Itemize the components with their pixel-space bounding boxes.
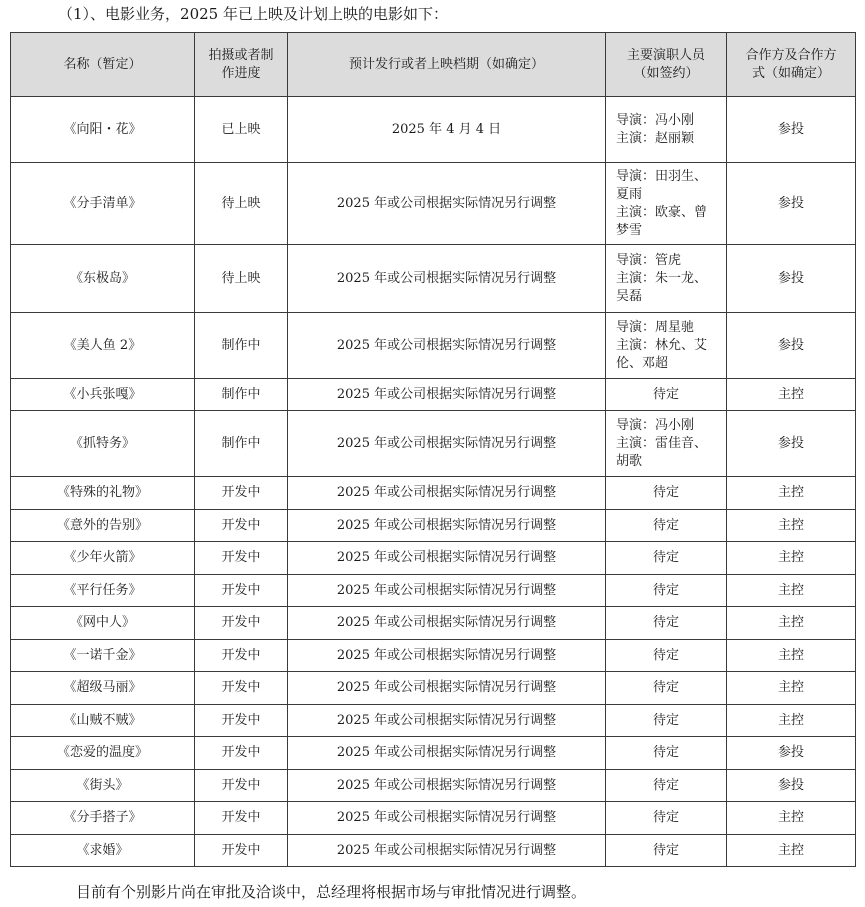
schedule-cell: 2025 年或公司根据实际情况另行调整 [288,770,606,802]
partner-cell: 主控 [727,802,856,835]
cast-line: 吴磊 [616,288,643,304]
header-partner-line2: 式（如确定） [751,65,830,81]
progress-cell: 开发中 [195,542,288,575]
footer-note: 目前有个别影片尚在审批及洽谈中，总经理将根据市场与审批情况进行调整。 [76,883,587,901]
schedule-cell: 2025 年或公司根据实际情况另行调整 [288,802,606,835]
partner-cell: 主控 [727,510,856,542]
cast-line: 主演：林允、艾 [616,337,708,353]
schedule-cell: 2025 年 4 月 4 日 [288,97,606,163]
partner-cell: 参投 [727,411,856,477]
cast-line: 待定 [652,582,679,598]
cast-cell [606,835,727,867]
schedule-cell: 2025 年或公司根据实际情况另行调整 [288,163,606,245]
partner-cell: 主控 [727,379,856,411]
schedule-cell: 2025 年或公司根据实际情况另行调整 [288,672,606,705]
cast-line: 夏雨 [616,186,643,202]
progress-cell: 待上映 [195,163,288,245]
film-name-cell: 《意外的告别》 [11,510,195,542]
cast-cell [606,607,727,640]
film-name-cell: 《分手清单》 [11,163,195,245]
cast-line: 主演：欧豪、曾 [616,204,708,220]
header-progress-line2: 作进度 [221,65,261,81]
cast-line: 待定 [652,386,679,402]
partner-cell: 主控 [727,835,856,867]
progress-cell: 开发中 [195,835,288,867]
partner-cell: 参投 [727,313,856,379]
table-row [11,411,856,477]
progress-cell: 开发中 [195,510,288,542]
partner-cell: 参投 [727,163,856,245]
table-row [11,705,856,737]
cast-cell [606,542,727,575]
schedule-cell: 2025 年或公司根据实际情况另行调整 [288,379,606,411]
schedule-cell: 2025 年或公司根据实际情况另行调整 [288,737,606,770]
cast-line: 待定 [652,745,679,760]
schedule-cell: 2025 年或公司根据实际情况另行调整 [288,705,606,737]
partner-cell: 主控 [727,607,856,640]
cast-cell [606,640,727,672]
cast-cell [606,510,727,542]
cast-line: 待定 [652,842,679,858]
cast-line: 待定 [652,615,679,630]
partner-cell: 主控 [727,477,856,510]
film-name-cell: 《超级马丽》 [11,672,195,705]
progress-cell: 已上映 [195,97,288,163]
schedule-cell: 2025 年或公司根据实际情况另行调整 [288,245,606,313]
cast-cell [606,379,727,411]
progress-cell: 开发中 [195,770,288,802]
table-row [11,97,856,163]
cast-line: 待定 [652,680,679,695]
cast-cell [606,737,727,770]
cast-line: 梦雪 [616,222,643,238]
cast-line: 主演：朱一龙、 [616,270,708,286]
table-row [11,379,856,411]
progress-cell: 制作中 [195,411,288,477]
progress-cell: 待上映 [195,245,288,313]
cast-line: 导演：管虎 [616,252,682,268]
cast-cell [606,672,727,705]
table-row [11,802,856,835]
cast-cell [606,770,727,802]
partner-cell: 主控 [727,575,856,607]
cast-line: 待定 [652,550,679,565]
cast-cell [606,245,727,313]
film-name-cell: 《特殊的礼物》 [11,477,195,510]
table-row [11,770,856,802]
cast-line: 主演：雷佳音、 [616,435,708,451]
schedule-cell: 2025 年或公司根据实际情况另行调整 [288,542,606,575]
schedule-cell: 2025 年或公司根据实际情况另行调整 [288,640,606,672]
progress-cell: 开发中 [195,737,288,770]
cast-line: 导演：冯小刚 [616,112,695,128]
partner-cell: 主控 [727,640,856,672]
cast-cell [606,163,727,245]
cast-line: 待定 [652,647,679,663]
table-row [11,607,856,640]
schedule-cell: 2025 年或公司根据实际情况另行调整 [288,835,606,867]
film-name-cell: 《一诺千金》 [11,640,195,672]
header-partner [727,33,856,97]
partner-cell: 主控 [727,672,856,705]
header-cast-line1: 主要演职人员 [626,47,705,63]
table-header-row [11,33,856,97]
cast-line: 胡歌 [616,453,643,469]
table-row [11,575,856,607]
film-name-cell: 《山贼不贼》 [11,705,195,737]
cast-cell [606,705,727,737]
schedule-cell: 2025 年或公司根据实际情况另行调整 [288,510,606,542]
film-table [10,32,856,867]
cast-line: 待定 [652,712,679,728]
schedule-cell: 2025 年或公司根据实际情况另行调整 [288,313,606,379]
header-schedule: 预计发行或者上映档期（如确定） [288,33,606,97]
section-heading: （1）、电影业务，2025 年已上映及计划上映的电影如下： [58,5,448,23]
cast-line: 待定 [652,810,679,825]
header-cast [606,33,727,97]
progress-cell: 开发中 [195,672,288,705]
header-partner-line1: 合作方及合作方 [745,47,837,63]
partner-cell: 主控 [727,542,856,575]
cast-cell [606,313,727,379]
cast-cell [606,802,727,835]
table-row [11,542,856,575]
film-name-cell: 《街头》 [11,770,195,802]
progress-cell: 开发中 [195,607,288,640]
partner-cell: 主控 [727,705,856,737]
film-name-cell: 《网中人》 [11,607,195,640]
cast-line: 导演：周星驰 [616,319,695,335]
schedule-cell: 2025 年或公司根据实际情况另行调整 [288,607,606,640]
header-progress-line1: 拍摄或者制 [208,47,274,63]
cast-line: 待定 [652,485,679,500]
table-row [11,313,856,379]
film-name-cell: 《分手搭子》 [11,802,195,835]
partner-cell: 参投 [727,770,856,802]
film-name-cell: 《平行任务》 [11,575,195,607]
progress-cell: 开发中 [195,575,288,607]
table-row [11,835,856,867]
schedule-cell: 2025 年或公司根据实际情况另行调整 [288,411,606,477]
cast-line: 伦、邓超 [616,355,669,371]
table-row [11,477,856,510]
header-cast-line2: （如签约） [633,65,699,81]
progress-cell: 开发中 [195,705,288,737]
film-name-cell: 《小兵张嘎》 [11,379,195,411]
header-progress [195,33,288,97]
cast-cell [606,97,727,163]
cast-line: 待定 [652,777,679,793]
cast-cell [606,575,727,607]
progress-cell: 开发中 [195,802,288,835]
cast-cell [606,477,727,510]
table-row [11,163,856,245]
progress-cell: 制作中 [195,379,288,411]
film-name-cell: 《向阳・花》 [11,97,195,163]
film-rows [11,97,856,867]
header-name: 名称（暂定） [11,33,195,97]
table-row [11,640,856,672]
table-row [11,245,856,313]
cast-line: 导演：冯小刚 [616,417,695,433]
film-name-cell: 《东极岛》 [11,245,195,313]
table-row [11,737,856,770]
cast-line: 待定 [652,517,679,533]
film-name-cell: 《恋爱的温度》 [11,737,195,770]
table-row [11,672,856,705]
film-name-cell: 《美人鱼 2》 [11,313,195,379]
progress-cell: 开发中 [195,640,288,672]
cast-line: 导演：田羽生、 [616,168,708,184]
partner-cell: 参投 [727,245,856,313]
film-name-cell: 《少年火箭》 [11,542,195,575]
table-row [11,510,856,542]
cast-cell [606,411,727,477]
film-name-cell: 《抓特务》 [11,411,195,477]
cast-line: 主演：赵丽颖 [616,130,695,146]
progress-cell: 制作中 [195,313,288,379]
partner-cell: 参投 [727,737,856,770]
schedule-cell: 2025 年或公司根据实际情况另行调整 [288,477,606,510]
schedule-cell: 2025 年或公司根据实际情况另行调整 [288,575,606,607]
film-name-cell: 《求婚》 [11,835,195,867]
partner-cell: 参投 [727,97,856,163]
progress-cell: 开发中 [195,477,288,510]
